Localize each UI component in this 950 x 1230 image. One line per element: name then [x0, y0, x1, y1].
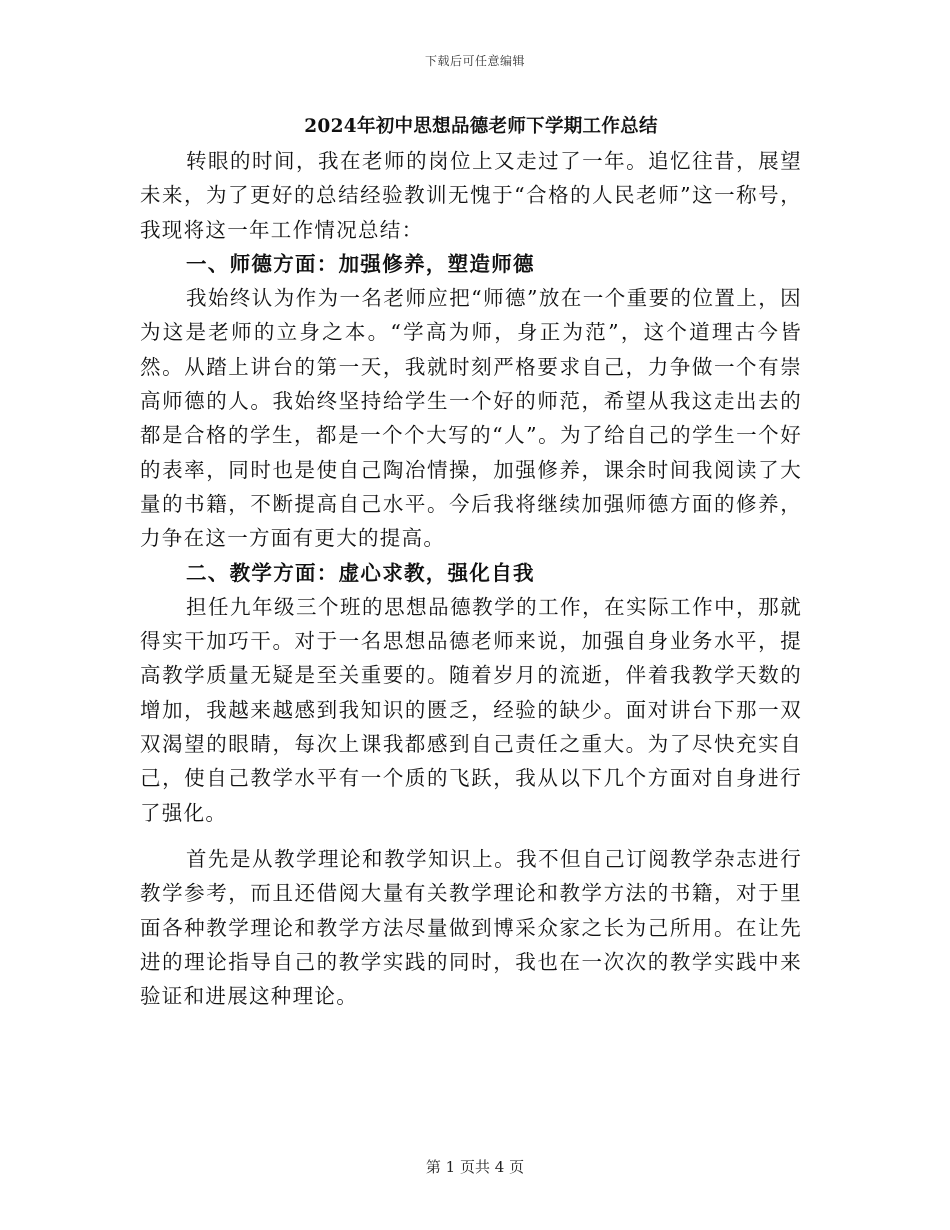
document-body [140, 112, 802, 1013]
section-heading-ethics: 一、师德方面：加强修养，塑造师德 [186, 251, 535, 276]
page-indicator: 第 1 页共 4 页 [425, 1158, 525, 1176]
section-teaching-paragraph-1: 担任九年级三个班的思想品德教学的工作，在实际工作中，那就得实干加巧干。对于一名思想品德老师来说，加强自身业务水平，提高教学质量无疑是至关重要的。随着岁月的流逝，伴着我教学天数的增加，我越来越感到我知识的匮乏，经验的缺少。面对讲台下那一双双渴望的眼睛，每次上课我都感到自己责任之重大。为了尽快充实自己，使自己教学水平有一个质的飞跃，我从以下几个方面对自身进行了强化。 [140, 594, 802, 825]
section-heading-teaching: 二、教学方面：虚心求教，强化自我 [186, 560, 535, 585]
section-teaching-paragraph-2: 首先是从教学理论和教学知识上。我不但自己订阅教学杂志进行教学参考，而且还借阅大量有关教学理论和教学方法的书籍，对于里面各种教学理论和教学方法尽量做到博采众家之长为己所用。在让先进的理论指导自己的教学实践的同时，我也在一次次的教学实践中来验证和进展这种理论。 [140, 846, 802, 1009]
document-title: 2024年初中思想品德老师下学期工作总结 [304, 116, 658, 137]
paragraph-gap [140, 830, 802, 842]
intro-paragraph: 转眼的时间，我在老师的岗位上又走过了一年。追忆往昔，展望未来，为了更好的总结经验教训无愧于“合格的人民老师”这一称号，我现将这一年工作情况总结： [140, 149, 802, 242]
header-note: 下载后可任意编辑 [424, 54, 525, 68]
section-ethics-paragraph: 我始终认为作为一名老师应把“师德”放在一个重要的位置上，因为这是老师的立身之本。“学高为师，身正为范”，这个道理古今皆然。从踏上讲台的第一天，我就时刻严格要求自己，力争做一个有崇高师德的人。我始终坚持给学生一个好的师范，希望从我这走出去的都是合格的学生，都是一个个大写的“人”。为了给自己的学生一个好的表率，同时也是使自己陶冶情操，加强修养，课余时间我阅读了大量的书籍，不断提高自己水平。今后我将继续加强师德方面的修养，力争在这一方面有更大的提高。 [140, 286, 802, 551]
